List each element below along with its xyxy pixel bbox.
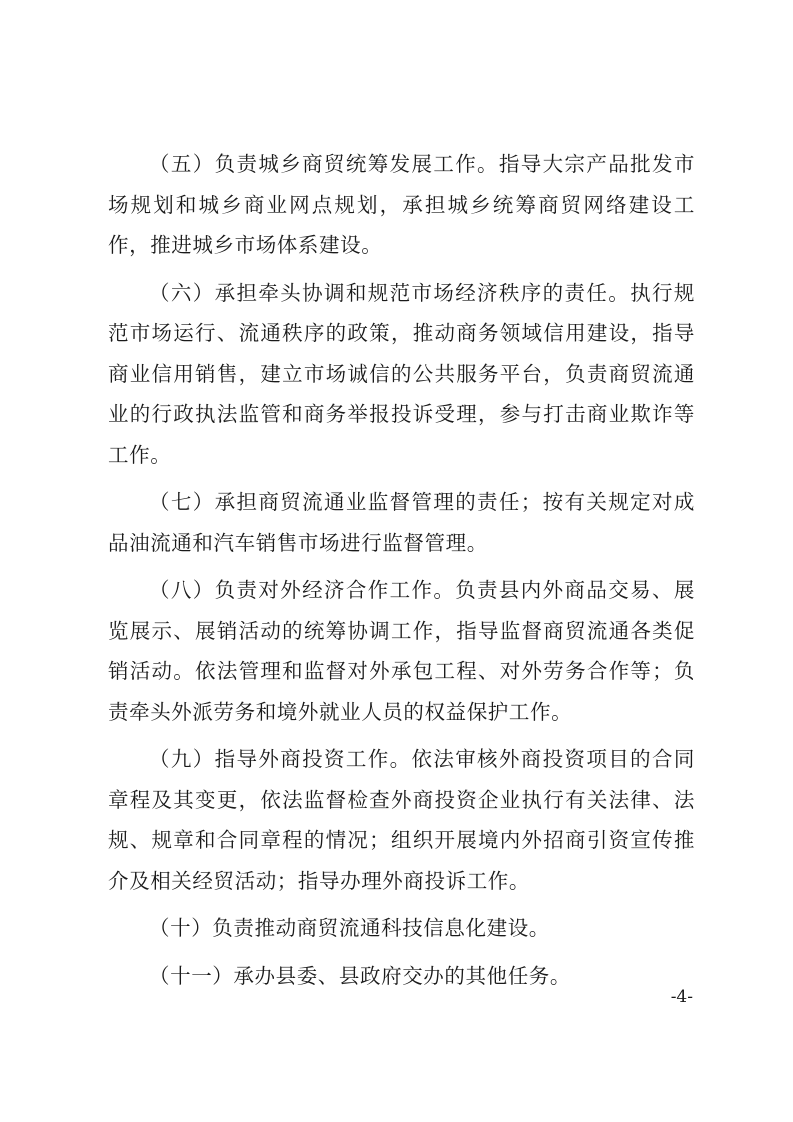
paragraph-6: （六）承担牵头协调和规范市场经济秩序的责任。执行规范市场运行、流通秩序的政策，推动商务领域信用建设，指导商业信用销售，建立市场诚信的公共服务平台，负责商贸流通业的行政执法监管和商务举报投诉受理，参与打击商业欺诈等工作。 bbox=[108, 280, 695, 467]
paragraph-9: （九）指导外商投资工作。依法审核外商投资项目的合同章程及其变更，依法监督检查外商投资企业执行有关法律、法规、规章和合同章程的情况；组织开展境内外招商引资宣传推介及相关经贸活动；指导办理外商投诉工作。 bbox=[108, 747, 695, 893]
document-body bbox=[108, 144, 695, 1003]
paragraph-11: （十一）承办县委、县政府交办的其他任务。 bbox=[149, 963, 571, 988]
paragraph-5: （五）负责城乡商贸统筹发展工作。指导大宗产品批发市场规划和城乡商业网点规划，承担城乡统筹商贸网络建设工作，推进城乡市场体系建设。 bbox=[108, 152, 695, 257]
paragraph-7: （七）承担商贸流通业监督管理的责任；按有关规定对成品油流通和汽车销售市场进行监督管理。 bbox=[108, 490, 695, 555]
paragraph-8: （八）负责对外经济合作工作。负责县内外商品交易、展览展示、展销活动的统筹协调工作，指导监督商贸流通各类促销活动。依法管理和监督对外承包工程、对外劳务合作等；负责牵头外派劳务和境外就业人员的权益保护工作。 bbox=[108, 578, 695, 724]
page-number: -4- bbox=[670, 987, 693, 1007]
paragraph-10: （十）负责推动商贸流通科技信息化建设。 bbox=[149, 916, 550, 940]
